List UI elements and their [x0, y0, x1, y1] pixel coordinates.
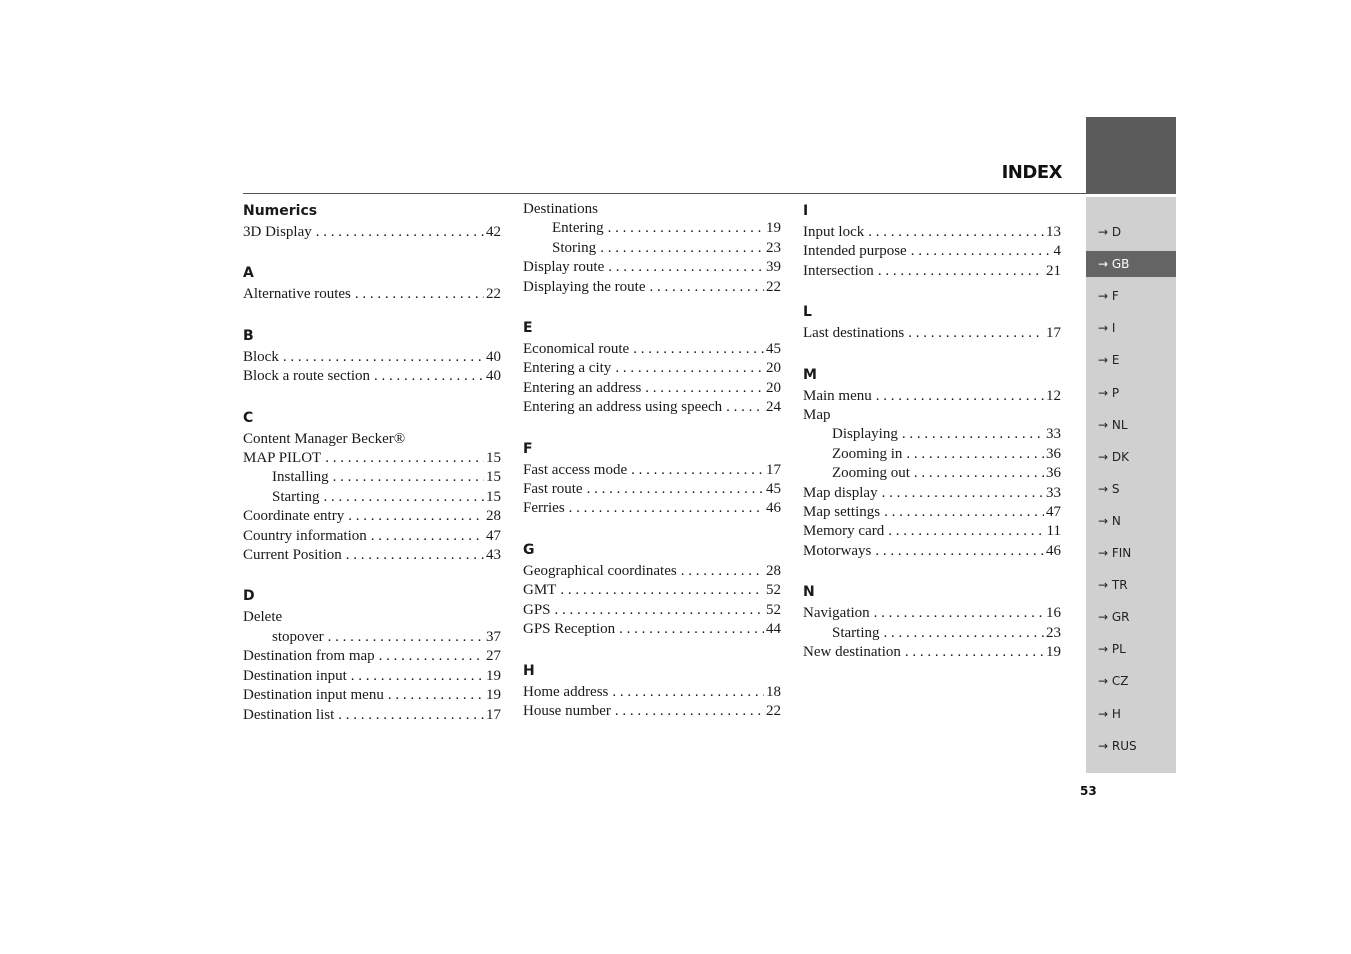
index-entry: [243, 647, 501, 666]
section-heading: B: [243, 327, 254, 344]
index-entry: [523, 620, 781, 639]
dot-leader: [649, 278, 764, 297]
dot-leader: [908, 324, 1044, 343]
language-tab-d[interactable]: → D: [1098, 225, 1122, 239]
entry-term: Destination input: [243, 667, 347, 684]
dot-leader: [876, 387, 1044, 406]
index-subentry: [523, 239, 781, 258]
dot-leader: [874, 604, 1044, 623]
entry-page-number: 28: [766, 562, 781, 579]
index-subentry: [803, 624, 1061, 643]
dot-leader: [338, 706, 484, 725]
entry-page-number: 44: [766, 621, 781, 638]
dot-leader: [333, 468, 484, 487]
entry-term: Destinations: [523, 201, 598, 217]
index-entry: [803, 387, 1061, 406]
entry-term: Starting: [832, 624, 880, 641]
language-tab-nl[interactable]: → NL: [1098, 417, 1128, 432]
section-heading: F: [523, 440, 533, 457]
dot-leader: [560, 581, 764, 600]
index-entry: [803, 484, 1061, 503]
index-subentry: [803, 445, 1061, 464]
section-heading: L: [803, 304, 812, 321]
entry-page-number: 47: [1046, 504, 1061, 521]
entry-term: Entering a city: [523, 360, 612, 377]
entry-term: Displaying the route: [523, 278, 646, 295]
entry-page-number: 28: [486, 508, 501, 525]
index-entry: [523, 278, 781, 297]
dot-leader: [379, 647, 484, 666]
entry-page-number: 19: [1046, 644, 1061, 661]
entry-term: New destination: [803, 644, 901, 661]
entry-page-number: 40: [486, 348, 501, 365]
dot-leader: [911, 242, 1052, 261]
section-gap: [523, 297, 781, 317]
dot-leader: [875, 542, 1044, 561]
index-entry: [523, 702, 781, 721]
dot-leader: [608, 219, 764, 238]
entry-page-number: 45: [766, 341, 781, 358]
entry-page-number: 37: [486, 628, 501, 645]
entry-page-number: 22: [486, 286, 501, 303]
dot-leader: [645, 379, 764, 398]
section-heading: D: [243, 588, 255, 605]
entry-term: Display route: [523, 259, 605, 276]
entry-term: Input lock: [803, 224, 865, 240]
entry-term: Fast route: [523, 481, 583, 498]
entry-term: GPS Reception: [523, 621, 616, 638]
dot-leader: [555, 601, 764, 620]
entry-page-number: 45: [766, 481, 781, 498]
entry-term: Content Manager Becker®: [243, 430, 406, 447]
entry-page-number: 47: [486, 527, 501, 544]
page-title: INDEX: [1001, 162, 1062, 183]
index-entry: [243, 367, 501, 386]
entry-term: Block a route section: [243, 368, 371, 385]
section-gap: [243, 305, 501, 325]
index-tab-header: [1086, 117, 1176, 194]
section-heading: E: [523, 320, 533, 337]
entry-term: Entering an address using speech: [523, 399, 723, 416]
index-entry: [243, 507, 501, 526]
dot-leader: [328, 628, 484, 647]
entry-page-number: 36: [1046, 445, 1061, 462]
entry-page-number: 42: [486, 224, 501, 240]
index-column-3: [803, 200, 1061, 663]
section-gap: [243, 242, 501, 262]
entry-term: Ferries: [523, 500, 565, 517]
index-column-1: [243, 200, 501, 725]
index-entry: [803, 262, 1061, 281]
index-entry: [803, 604, 1061, 623]
section-heading: A: [243, 265, 254, 282]
index-entry: [803, 503, 1061, 522]
language-sidebar: [1086, 197, 1176, 773]
entry-term: Motorways: [803, 542, 872, 559]
entry-page-number: 4: [1053, 243, 1061, 260]
entry-page-number: 17: [1046, 325, 1061, 342]
entry-term: Navigation: [803, 605, 870, 622]
entry-term: Home address: [523, 683, 609, 700]
language-tab-n[interactable]: → N: [1098, 513, 1121, 528]
index-subentry: [803, 464, 1061, 483]
entry-term: MAP PILOT: [243, 450, 322, 467]
entry-term: Coordinate entry: [243, 508, 345, 525]
dot-leader: [346, 546, 484, 565]
section-heading: N: [803, 584, 815, 601]
index-entry: [523, 581, 781, 600]
entry-page-number: 21: [1046, 262, 1061, 279]
dot-leader: [615, 702, 764, 721]
entry-term: Economical route: [523, 341, 630, 358]
entry-term: Starting: [272, 488, 320, 505]
index-subentry: [243, 468, 501, 487]
dot-leader: [371, 527, 484, 546]
dot-leader: [681, 562, 764, 581]
entry-term: Destination list: [243, 706, 335, 723]
entry-term: Intended purpose: [803, 243, 907, 260]
index-entry: [523, 200, 781, 219]
entry-term: Fast access mode: [523, 461, 628, 478]
index-entry: [523, 359, 781, 378]
entry-term: Destination input menu: [243, 687, 384, 704]
entry-term: Entering: [552, 220, 604, 237]
entry-term: 3D Display: [243, 224, 312, 240]
dot-leader: [902, 425, 1044, 444]
entry-page-number: 39: [766, 259, 781, 276]
header-divider: [243, 193, 1086, 194]
entry-page-number: 46: [1046, 542, 1061, 559]
index-entry: [523, 340, 781, 359]
dot-leader: [351, 667, 484, 686]
index-subentry: [243, 628, 501, 647]
entry-term: Block: [243, 348, 279, 365]
language-tab-dk[interactable]: → DK: [1098, 449, 1129, 464]
language-tab-p[interactable]: → P: [1098, 385, 1120, 400]
section-gap: [803, 281, 1061, 301]
entry-page-number: 20: [766, 379, 781, 396]
language-tab-pl[interactable]: → PL: [1098, 642, 1126, 657]
entry-page-number: 19: [766, 220, 781, 237]
language-tab-fin[interactable]: → FIN: [1098, 546, 1132, 560]
dot-leader: [884, 503, 1044, 522]
index-entry: [243, 430, 501, 449]
entry-page-number: 40: [486, 368, 501, 385]
entry-page-number: 22: [766, 702, 781, 719]
section-heading: H: [523, 662, 535, 679]
language-tab-tr[interactable]: → TR: [1098, 578, 1128, 593]
section-gap: [523, 640, 781, 660]
language-tab-f[interactable]: → F: [1098, 289, 1119, 304]
entry-page-number: 33: [1046, 426, 1061, 443]
entry-term: House number: [523, 702, 611, 719]
language-tab-i[interactable]: → I: [1098, 321, 1116, 336]
entry-term: Installing: [272, 469, 329, 486]
dot-leader: [726, 398, 764, 417]
section-gap: [803, 344, 1061, 364]
entry-term: Delete: [243, 609, 283, 626]
dot-leader: [884, 624, 1045, 643]
language-tab-h[interactable]: → H: [1098, 706, 1121, 721]
index-entry: [243, 706, 501, 725]
index-subentry: [523, 219, 781, 238]
language-tab-gb[interactable]: → GB: [1086, 251, 1176, 277]
dot-leader: [348, 507, 484, 526]
entry-term: Geographical coordinates: [523, 562, 677, 579]
dot-leader: [914, 464, 1044, 483]
section-heading: I: [803, 203, 809, 219]
entry-page-number: 17: [766, 461, 781, 478]
entry-page-number: 52: [766, 601, 781, 618]
entry-page-number: 46: [766, 500, 781, 517]
index-entry: [243, 667, 501, 686]
dot-leader: [316, 223, 484, 242]
section-heading: G: [523, 541, 535, 558]
language-tab-gr[interactable]: → GR: [1098, 610, 1130, 625]
entry-page-number: 11: [1046, 523, 1061, 540]
entry-term: GPS: [523, 601, 551, 618]
index-entry: [523, 562, 781, 581]
language-tab-rus[interactable]: → RUS: [1098, 738, 1137, 753]
entry-page-number: 20: [766, 360, 781, 377]
language-tab-s[interactable]: → S: [1098, 481, 1120, 496]
entry-term: Last destinations: [803, 325, 905, 342]
entry-term: Intersection: [803, 262, 874, 279]
dot-leader: [355, 285, 484, 304]
entry-term: GMT: [523, 582, 557, 599]
index-entry: [523, 601, 781, 620]
index-entry: [243, 546, 501, 565]
index-entry: [803, 406, 1061, 425]
index-entry: [243, 449, 501, 468]
entry-page-number: 27: [486, 648, 501, 665]
entry-term: Current Position: [243, 547, 342, 564]
index-entry: [523, 398, 781, 417]
entry-term: Alternative routes: [243, 286, 351, 303]
entry-page-number: 13: [1046, 224, 1061, 240]
dot-leader: [905, 643, 1044, 662]
entry-term: Main menu: [803, 387, 872, 404]
index-entry: [803, 324, 1061, 343]
entry-page-number: 18: [766, 683, 781, 700]
index-entry: [243, 285, 501, 304]
index-entry: [243, 608, 501, 627]
dot-leader: [633, 340, 764, 359]
entry-page-number: 23: [766, 239, 781, 256]
index-entry: [523, 499, 781, 518]
index-entry: [243, 223, 501, 242]
dot-leader: [587, 480, 764, 499]
entry-term: Memory card: [803, 523, 885, 540]
index-subentry: [243, 488, 501, 507]
index-entry: [523, 379, 781, 398]
index-entry: [803, 542, 1061, 561]
entry-term: Zooming in: [832, 445, 903, 462]
entry-page-number: 43: [486, 547, 501, 564]
dot-leader: [888, 522, 1044, 541]
section-gap: [523, 519, 781, 539]
index-column-2: [523, 200, 781, 721]
entry-term: Map settings: [803, 504, 881, 521]
entry-page-number: 19: [486, 687, 501, 704]
entry-page-number: 15: [486, 450, 501, 467]
index-entry: [243, 348, 501, 367]
language-tab-cz[interactable]: → CZ: [1098, 674, 1129, 689]
dot-leader: [619, 620, 764, 639]
page-number: 53: [1080, 784, 1097, 798]
dot-leader: [868, 223, 1044, 242]
index-entry: [803, 643, 1061, 662]
dot-leader: [388, 686, 484, 705]
entry-page-number: 15: [486, 469, 501, 486]
dot-leader: [325, 449, 484, 468]
dot-leader: [906, 445, 1044, 464]
index-entry: [523, 683, 781, 702]
section-heading: C: [243, 409, 254, 426]
index-entry: [523, 258, 781, 277]
entry-term: Map: [803, 407, 831, 424]
entry-term: Zooming out: [832, 465, 910, 482]
dot-leader: [608, 258, 764, 277]
entry-page-number: 36: [1046, 465, 1061, 482]
dot-leader: [569, 499, 764, 518]
language-tab-e[interactable]: → E: [1098, 353, 1120, 368]
entry-term: Country information: [243, 527, 367, 544]
entry-page-number: 52: [766, 582, 781, 599]
entry-term: Storing: [552, 239, 597, 256]
index-entry: [803, 223, 1061, 242]
index-entry: [523, 461, 781, 480]
entry-page-number: 23: [1046, 624, 1061, 641]
dot-leader: [374, 367, 484, 386]
entry-page-number: 16: [1046, 605, 1061, 622]
entry-page-number: 15: [486, 488, 501, 505]
entry-page-number: 12: [1046, 387, 1061, 404]
entry-term: Map display: [803, 484, 878, 501]
entry-page-number: 24: [766, 399, 781, 416]
entry-page-number: 19: [486, 667, 501, 684]
dot-leader: [878, 262, 1044, 281]
dot-leader: [600, 239, 764, 258]
index-subentry: [803, 425, 1061, 444]
dot-leader: [324, 488, 485, 507]
section-heading: M: [803, 366, 817, 383]
index-entry: [803, 242, 1061, 261]
dot-leader: [612, 683, 764, 702]
index-entry: [243, 686, 501, 705]
entry-page-number: 33: [1046, 484, 1061, 501]
entry-page-number: 17: [486, 706, 501, 723]
section-gap: [243, 565, 501, 585]
index-entry: [803, 522, 1061, 541]
section-gap: [523, 418, 781, 438]
section-heading: Numerics: [243, 203, 318, 219]
index-entry: [523, 480, 781, 499]
section-gap: [243, 387, 501, 407]
index-entry: [243, 527, 501, 546]
dot-leader: [882, 484, 1044, 503]
entry-term: Destination from map: [243, 648, 375, 665]
dot-leader: [283, 348, 484, 367]
dot-leader: [631, 461, 764, 480]
entry-page-number: 22: [766, 278, 781, 295]
entry-term: stopover: [272, 628, 324, 645]
entry-term: Displaying: [832, 426, 898, 443]
section-gap: [803, 561, 1061, 581]
entry-term: Entering an address: [523, 379, 642, 396]
dot-leader: [615, 359, 764, 378]
